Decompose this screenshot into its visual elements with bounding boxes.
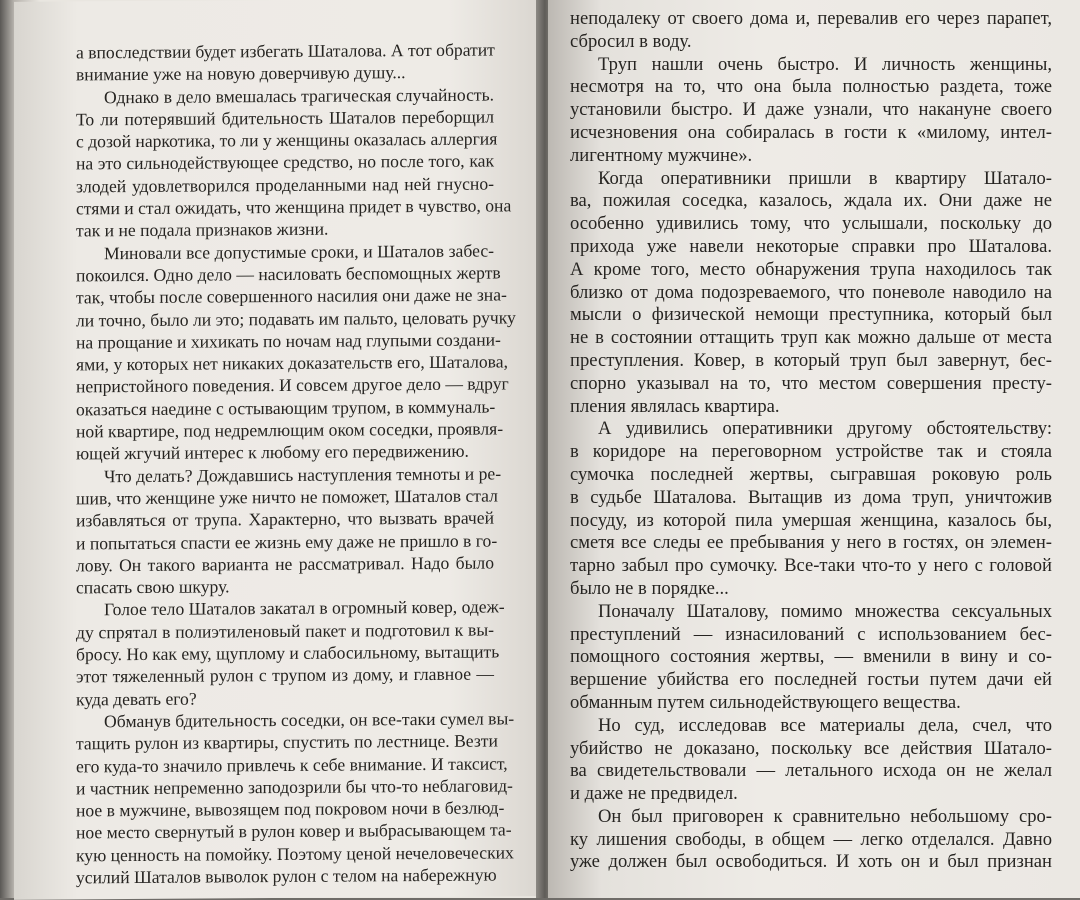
text-line: убийство не доказано, поскольку все действия Шатало- bbox=[570, 737, 1052, 759]
text-line: Обманув бдительность соседки, он все-таки сумел вы- bbox=[104, 708, 515, 732]
text-line: преступлений — изнасилований с использованием бес- bbox=[570, 623, 1052, 645]
text-line: ва свидетельствовали — летального исхода он не желал bbox=[570, 760, 1052, 782]
text-line: ющей жгучий интерес к любому его передвижению. bbox=[76, 441, 469, 464]
text-line: и частник непременно заподозрили бы что-то неблаговид- bbox=[76, 775, 513, 799]
text-line: помощного состояния жертвы, — вменили в вину и со- bbox=[570, 646, 1052, 668]
text-line: спорно указывал на то, что местом совершения престу- bbox=[570, 372, 1052, 394]
text-line: бросу. Но как ему, щуплому и слабосильному, вытащить bbox=[76, 641, 500, 665]
text-line: неподалеку от своего дома и, перевалив его через парапет, bbox=[570, 8, 1052, 29]
text-line: его куда-то значило привлечь к себе внимание. И таксист, bbox=[76, 752, 508, 776]
text-line: так, чтобы после совершенного насилия они даже не зна- bbox=[76, 284, 507, 308]
text-line: Он был приговорен к сравнительно небольшому сро- bbox=[598, 805, 1052, 827]
text-line: Но суд, исследовав все материалы дела, счел, что bbox=[598, 714, 1052, 736]
text-line: обманным путем сильнодействующего вещества. bbox=[570, 691, 961, 713]
left-page bbox=[14, 0, 544, 900]
text-line: ной квартире, под недремлющим оком соседки, проявля- bbox=[76, 418, 504, 442]
text-line: покоился. Одно дело — насиловать беспомощных жертв bbox=[76, 262, 501, 286]
text-line: кую ценность на помойку. Поэтому ценой нечеловеческих bbox=[76, 842, 514, 866]
text-line: с дозой наркотика, то ли у женщины оказалась аллергия bbox=[76, 128, 498, 152]
right-page bbox=[548, 0, 1080, 898]
text-line: Миновали все допустимые сроки, и Шаталов забес- bbox=[104, 240, 494, 263]
text-line: не в состоянии оттащить труп как можно дальше от места bbox=[570, 327, 1052, 349]
text-line: сумочка последней жертвы, сыгравшая роковую роль bbox=[570, 463, 1052, 485]
text-line: стями и стал ожидать, что женщина придет в чувство, она bbox=[76, 195, 512, 219]
text-line: шив, что женщине уже ничто не поможет, Шаталов стал bbox=[76, 485, 498, 509]
text-line: и даже не предвидел. bbox=[570, 783, 738, 805]
text-line: А кроме того, место обнаружения трупа находилось так bbox=[570, 258, 1052, 280]
text-line: мысли о физической немощи преступника, который был bbox=[570, 304, 1052, 326]
text-line: непристойного поведения. И совсем другое дело — вдруг bbox=[76, 373, 509, 397]
text-line: тарно забыл про сумочку. Все-таки что-то у него с головой bbox=[570, 555, 1052, 577]
text-line: пления являлась квартира. bbox=[570, 395, 780, 417]
text-line: преступления. Ковер, в который труп был завернут, бес- bbox=[570, 349, 1052, 371]
text-line: сметя все следы ее пребывания у него в гостях, он элемен- bbox=[570, 532, 1052, 554]
text-line: злодей удовлетворился проделанными над ней гнусно- bbox=[76, 173, 494, 197]
text-line: ду спрятал в полиэтиленовый пакет и подготовил к вы- bbox=[76, 619, 494, 643]
text-line: ку лишения свободы, в общем — легко отделался. Давно bbox=[570, 828, 1052, 850]
text-line: на прощание и хихикать по ночам над глупыми создани- bbox=[76, 329, 501, 353]
text-line: избавляться от трупа. Характерно, что вызвать врачей bbox=[76, 507, 494, 531]
text-line: Однако в дело вмешалась трагическая случайность. bbox=[104, 84, 494, 107]
text-line: прихода уже навели некоторые справки про Шаталова. bbox=[570, 235, 1052, 257]
text-line: этот тяжеленный рулон с трупом из дому, и главное — bbox=[76, 663, 494, 687]
text-line: Поначалу Шаталову, помимо множества сексуальных bbox=[598, 600, 1052, 622]
text-line: Когда оперативники пришли в квартиру Шатало- bbox=[598, 167, 1052, 189]
text-line: несмотря на то, что она была полностью раздета, тоже bbox=[570, 76, 1052, 98]
text-line: вершение убийства его последней гостьи путем дачи ей bbox=[570, 669, 1052, 691]
text-line: особенно удивились тому, что услышали, поскольку до bbox=[570, 213, 1052, 235]
text-line: исчезновения она собиралась в гости к «милому, интел- bbox=[570, 121, 1052, 143]
text-line: внимание уже на новую доверчивую душу... bbox=[76, 62, 406, 85]
text-line: уже должен был освободиться. И хоть он и был признан bbox=[570, 851, 1052, 873]
text-line: ное место свернутый в рулон ковер и выбрасывающем та- bbox=[76, 819, 512, 843]
text-line: ями, у которых нет никаких доказательств его, Шаталова, bbox=[76, 351, 508, 375]
text-line: тащить рулон из квартиры, спустить по лестнице. Везти bbox=[76, 730, 498, 754]
text-line: Труп нашли очень быстро. И личность женщины, bbox=[598, 53, 1052, 75]
text-line: куда девать его? bbox=[76, 688, 197, 710]
text-line: оказаться наедине с остывающим трупом, в коммуналь- bbox=[76, 396, 496, 420]
text-line: Голое тело Шаталов закатал в огромный ковер, одеж- bbox=[104, 596, 505, 620]
text-line: а впоследствии будет избегать Шаталова. А тот обратит bbox=[76, 39, 495, 63]
text-line: в судьбе Шаталова. Вытащив из дома труп, уничтожив bbox=[570, 486, 1052, 508]
text-line: спасать свою шкуру. bbox=[76, 576, 230, 598]
text-line: и попытаться спасти ее жизнь ему даже не пришло в го- bbox=[76, 530, 498, 553]
text-line: близко от дома подозреваемого, что поневоле наводило на bbox=[570, 281, 1052, 303]
text-line: А удивились оперативники другому обстоятельству: bbox=[598, 418, 1052, 440]
text-line: ва, пожилая соседка, казалось, ждала их. Они даже не bbox=[570, 190, 1052, 212]
text-line: на это сильнодействующее средство, но после того, как bbox=[76, 150, 494, 174]
text-line: установили быстро. И даже узнали, что накануне своего bbox=[570, 99, 1052, 121]
text-line: То ли потерявший бдительность Шаталов переборщил bbox=[76, 106, 494, 130]
text-line: усилий Шаталов выволок рулон с телом на набережную bbox=[76, 864, 497, 888]
text-line: Что делать? Дождавшись наступления темноты и ре- bbox=[104, 463, 502, 486]
text-line: сбросил в воду. bbox=[570, 30, 692, 52]
text-line: ли точно, было ли это; подавать им пальто, целовать ручку bbox=[76, 306, 516, 330]
text-line: в коридоре на переговорном устройстве так и стояла bbox=[570, 441, 1052, 463]
text-line: было не в порядке... bbox=[570, 577, 729, 599]
text-line: лову. Он такого варианта не рассматривал. Надо было bbox=[76, 552, 494, 576]
text-line: так и не подала признаков жизни. bbox=[76, 219, 329, 241]
text-line: ное в мужчине, вывозящем под покровом ночи в безлюд- bbox=[76, 797, 505, 821]
text-line: лигентному мужчине». bbox=[570, 144, 753, 166]
text-line: посуду, из которой пила умершая женщина, казалось бы, bbox=[570, 509, 1052, 531]
